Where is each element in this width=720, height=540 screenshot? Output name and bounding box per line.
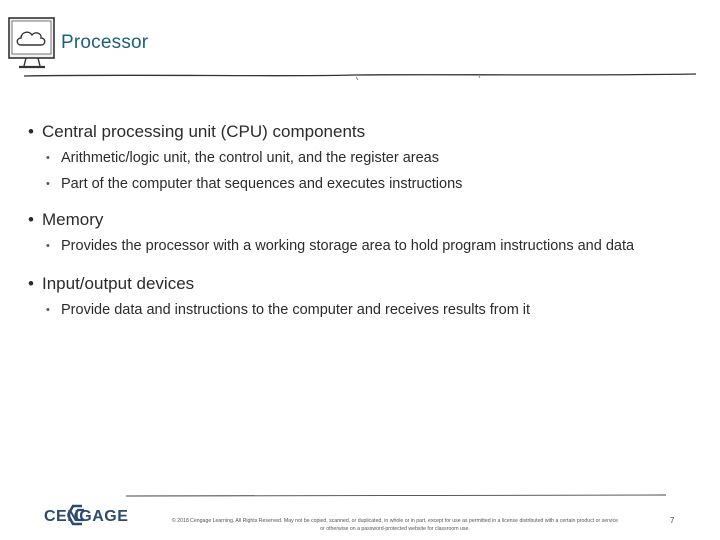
bullet-level2-text: Arithmetic/logic unit, the control unit, and the register areas	[61, 150, 439, 166]
copyright-line: or otherwise on a password-protected website for classroom use.	[320, 526, 470, 532]
bullet-level2-text: Provide data and instructions to the computer and receives results from it	[61, 302, 531, 318]
bullet-level1: • Central processing unit (CPU) components	[28, 120, 688, 144]
bullet-group	[28, 208, 688, 256]
copyright-line: © 2018 Cengage Learning. All Rights Reserved. May not be copied, scanned, or duplicated, in whole or in part, except for use as permitted in a license distributed with a certain product or service	[171, 518, 619, 524]
page-number: 7	[670, 516, 675, 525]
bullet-group	[28, 272, 688, 320]
bullet-dot: •	[46, 304, 50, 316]
bullet-group	[28, 120, 688, 194]
bullet-level2-text: Part of the computer that sequences and executes instructions	[61, 176, 463, 192]
bullet-level2	[28, 174, 688, 194]
bullet-level2	[28, 148, 688, 168]
bullet-dot: •	[46, 240, 50, 252]
copyright-notice	[130, 517, 660, 533]
brand-name: CENGAGE	[44, 508, 129, 525]
header-divider	[24, 68, 696, 82]
bullet-level2	[28, 236, 688, 256]
bullet-dot: •	[46, 178, 50, 190]
bullet-level1: • Input/output devices	[28, 272, 688, 296]
bullet-level1: • Memory	[28, 208, 688, 232]
bullet-level2-text: Provides the processor with a working storage area to hold program instructions and data	[61, 238, 635, 254]
bullet-level2	[28, 300, 688, 320]
bullet-dot: •	[46, 152, 50, 164]
slide-title: Processor	[61, 32, 149, 53]
cloud-monitor-icon	[7, 15, 57, 72]
bullet-list	[28, 120, 688, 336]
footer-divider	[126, 492, 666, 500]
